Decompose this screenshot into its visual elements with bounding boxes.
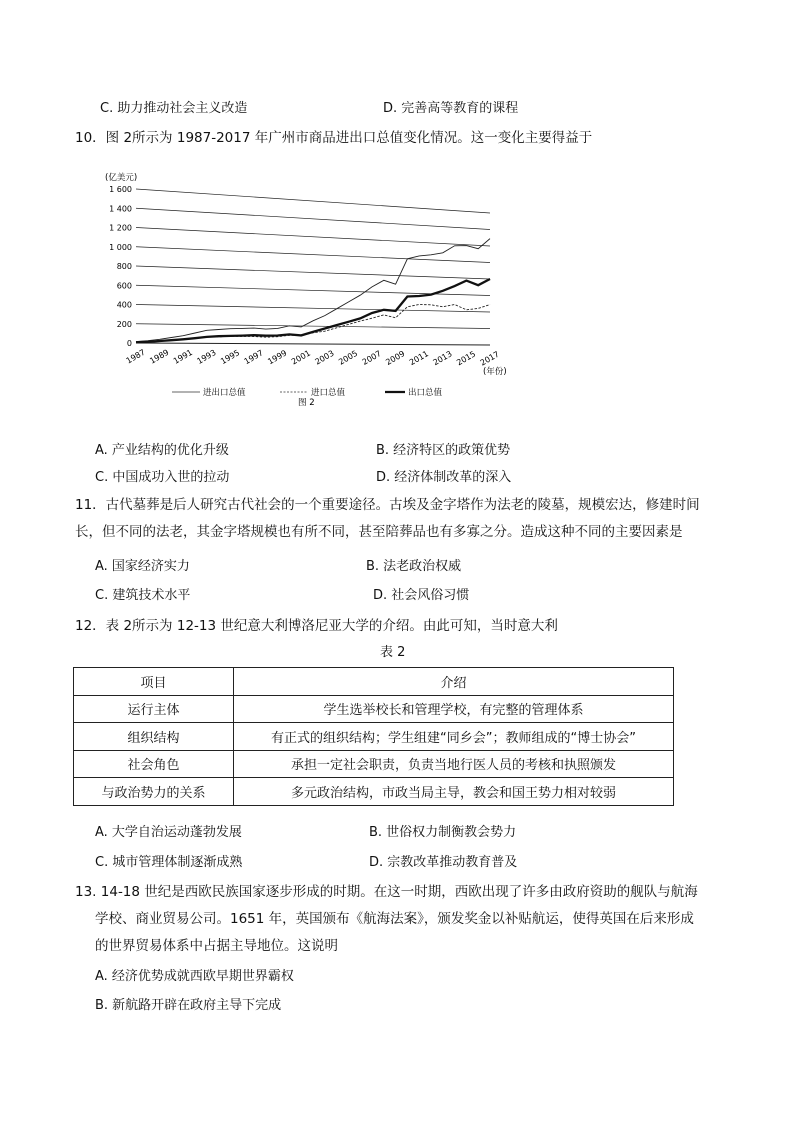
- y-tick-label: 0: [126, 339, 132, 348]
- gridline: [136, 266, 490, 279]
- q11-option-d: D. 社会风俗习惯: [373, 588, 470, 603]
- option-d-prev: D. 完善高等教育的课程: [383, 101, 519, 116]
- question-13-stem-line2: 学校、商业贸易公司。1651 年，英国颁布《航海法案》，颁发奖金以补贴航运，使得英国在后来形成: [95, 911, 694, 927]
- table-cell-item: 与政治势力的关系: [74, 778, 234, 806]
- y-axis-unit: (亿美元): [105, 173, 138, 183]
- series-line-import: [136, 305, 490, 343]
- q11-option-a: A. 国家经济实力: [95, 559, 190, 574]
- table-header-row: [74, 668, 674, 696]
- question-13-stem-line1: 13. 14-18 世纪是西欧民族国家逐步形成的时期。在这一时期，西欧出现了许多由政府资助的舰队与航海: [75, 884, 698, 900]
- q11-option-b: B. 法老政治权威: [366, 559, 462, 574]
- question-10-stem: 10．图 2所示为 1987-2017 年广州市商品进出口总值变化情况。这一变化主要得益于: [75, 130, 593, 146]
- table-cell-item: 社会角色: [74, 750, 234, 778]
- table-header-intro: 介绍: [234, 668, 674, 696]
- table-cell-intro: 承担一定社会职责，负责当地行医人员的考核和执照颁发: [234, 750, 674, 778]
- x-tick-label: 1993: [195, 347, 218, 366]
- legend-label-export: 出口总值: [408, 388, 443, 398]
- q12-option-d: D. 宗教改革推动教育普及: [369, 855, 518, 870]
- y-tick-label: 1 400: [109, 204, 132, 214]
- gridline: [136, 247, 490, 263]
- question-13-stem-line3: 的世界贸易体系中占据主导地位。这说明: [95, 938, 338, 954]
- question-11-stem-line1: 11．古代墓葬是后人研究古代社会的一个重要途径。古埃及金字塔作为法老的陵墓，规模宏达，修建时间: [75, 497, 700, 513]
- option-c-prev: C. 助力推动社会主义改造: [100, 101, 248, 116]
- gridline: [136, 189, 490, 213]
- q10-option-d: D. 经济体制改革的深入: [376, 470, 512, 485]
- table-row: [74, 750, 674, 778]
- table-cell-intro: 学生选举校长和管理学校，有完整的管理体系: [234, 695, 674, 723]
- table-cell-intro: 有正式的组织结构；学生组建“同乡会”；教师组成的“博士协会”: [234, 723, 674, 751]
- x-tick-label: 1987: [124, 347, 147, 366]
- x-tick-label: 2005: [337, 348, 360, 367]
- x-tick-label: 2013: [431, 349, 454, 368]
- y-tick-label: 200: [116, 319, 132, 329]
- gridline: [136, 228, 490, 247]
- x-tick-label: 2011: [407, 349, 431, 368]
- table-cell-item: 组织结构: [74, 723, 234, 751]
- gridline: [136, 208, 490, 229]
- q10-option-a: A. 产业结构的优化升级: [95, 443, 229, 458]
- x-tick-label: 2007: [360, 348, 383, 367]
- x-tick-label: 1991: [171, 347, 195, 366]
- y-tick-label: 400: [116, 300, 132, 310]
- q10-option-b: B. 经济特区的政策优势: [376, 443, 511, 458]
- q13-option-a: A. 经济优势成就西欧早期世界霸权: [95, 969, 294, 984]
- table-2-caption: 表 2: [380, 645, 406, 660]
- gridline: [136, 324, 490, 329]
- q13-option-b: B. 新航路开辟在政府主导下完成: [95, 998, 282, 1013]
- x-tick-label: 1989: [148, 347, 171, 366]
- x-tick-label: 2003: [313, 348, 336, 367]
- table-row: [74, 695, 674, 723]
- table-cell-item: 运行主体: [74, 695, 234, 723]
- y-tick-label: 600: [116, 281, 132, 291]
- gridline: [136, 285, 490, 295]
- x-tick-label: 1999: [266, 348, 289, 367]
- y-tick-label: 1 000: [109, 242, 132, 252]
- legend-label-import: 进口总值: [311, 388, 346, 398]
- x-tick-label: 1995: [219, 348, 242, 367]
- question-11-stem-line2: 长，但不同的法老，其金字塔规模也有所不同，甚至陪葬品也有多寡之分。造成这种不同的主要因素是: [75, 524, 683, 540]
- x-axis-unit: (年份): [483, 367, 507, 377]
- x-tick-label: 1997: [242, 348, 265, 367]
- gridline: [136, 343, 490, 345]
- table-row: [74, 778, 674, 806]
- q12-option-b: B. 世俗权力制衡教会势力: [369, 825, 517, 840]
- figure-2-line-chart: [100, 168, 530, 418]
- legend-label-total: 进出口总值: [203, 388, 246, 398]
- table-cell-intro: 多元政治结构，市政当局主导，教会和国王势力相对较弱: [234, 778, 674, 806]
- q11-option-c: C. 建筑技术水平: [95, 588, 191, 603]
- question-12-stem: 12．表 2所示为 12-13 世纪意大利博洛尼亚大学的介绍。由此可知，当时意大利: [75, 618, 558, 634]
- x-tick-label: 2015: [455, 349, 478, 368]
- table-header-item: 项目: [74, 668, 234, 696]
- y-tick-label: 1 600: [109, 185, 132, 194]
- x-tick-label: 2001: [289, 348, 313, 367]
- q12-option-c: C. 城市管理体制逐渐成熟: [95, 855, 243, 870]
- table-row: [74, 723, 674, 751]
- table-2: [73, 667, 674, 806]
- q12-option-a: A. 大学自治运动蓬勃发展: [95, 825, 242, 840]
- x-tick-label: 2017: [478, 349, 501, 368]
- y-tick-label: 800: [116, 262, 132, 271]
- y-tick-label: 1 200: [109, 223, 132, 233]
- q10-option-c: C. 中国成功入世的拉动: [95, 470, 230, 485]
- figure-caption: 图 2: [298, 398, 315, 408]
- x-tick-label: 2009: [384, 349, 407, 368]
